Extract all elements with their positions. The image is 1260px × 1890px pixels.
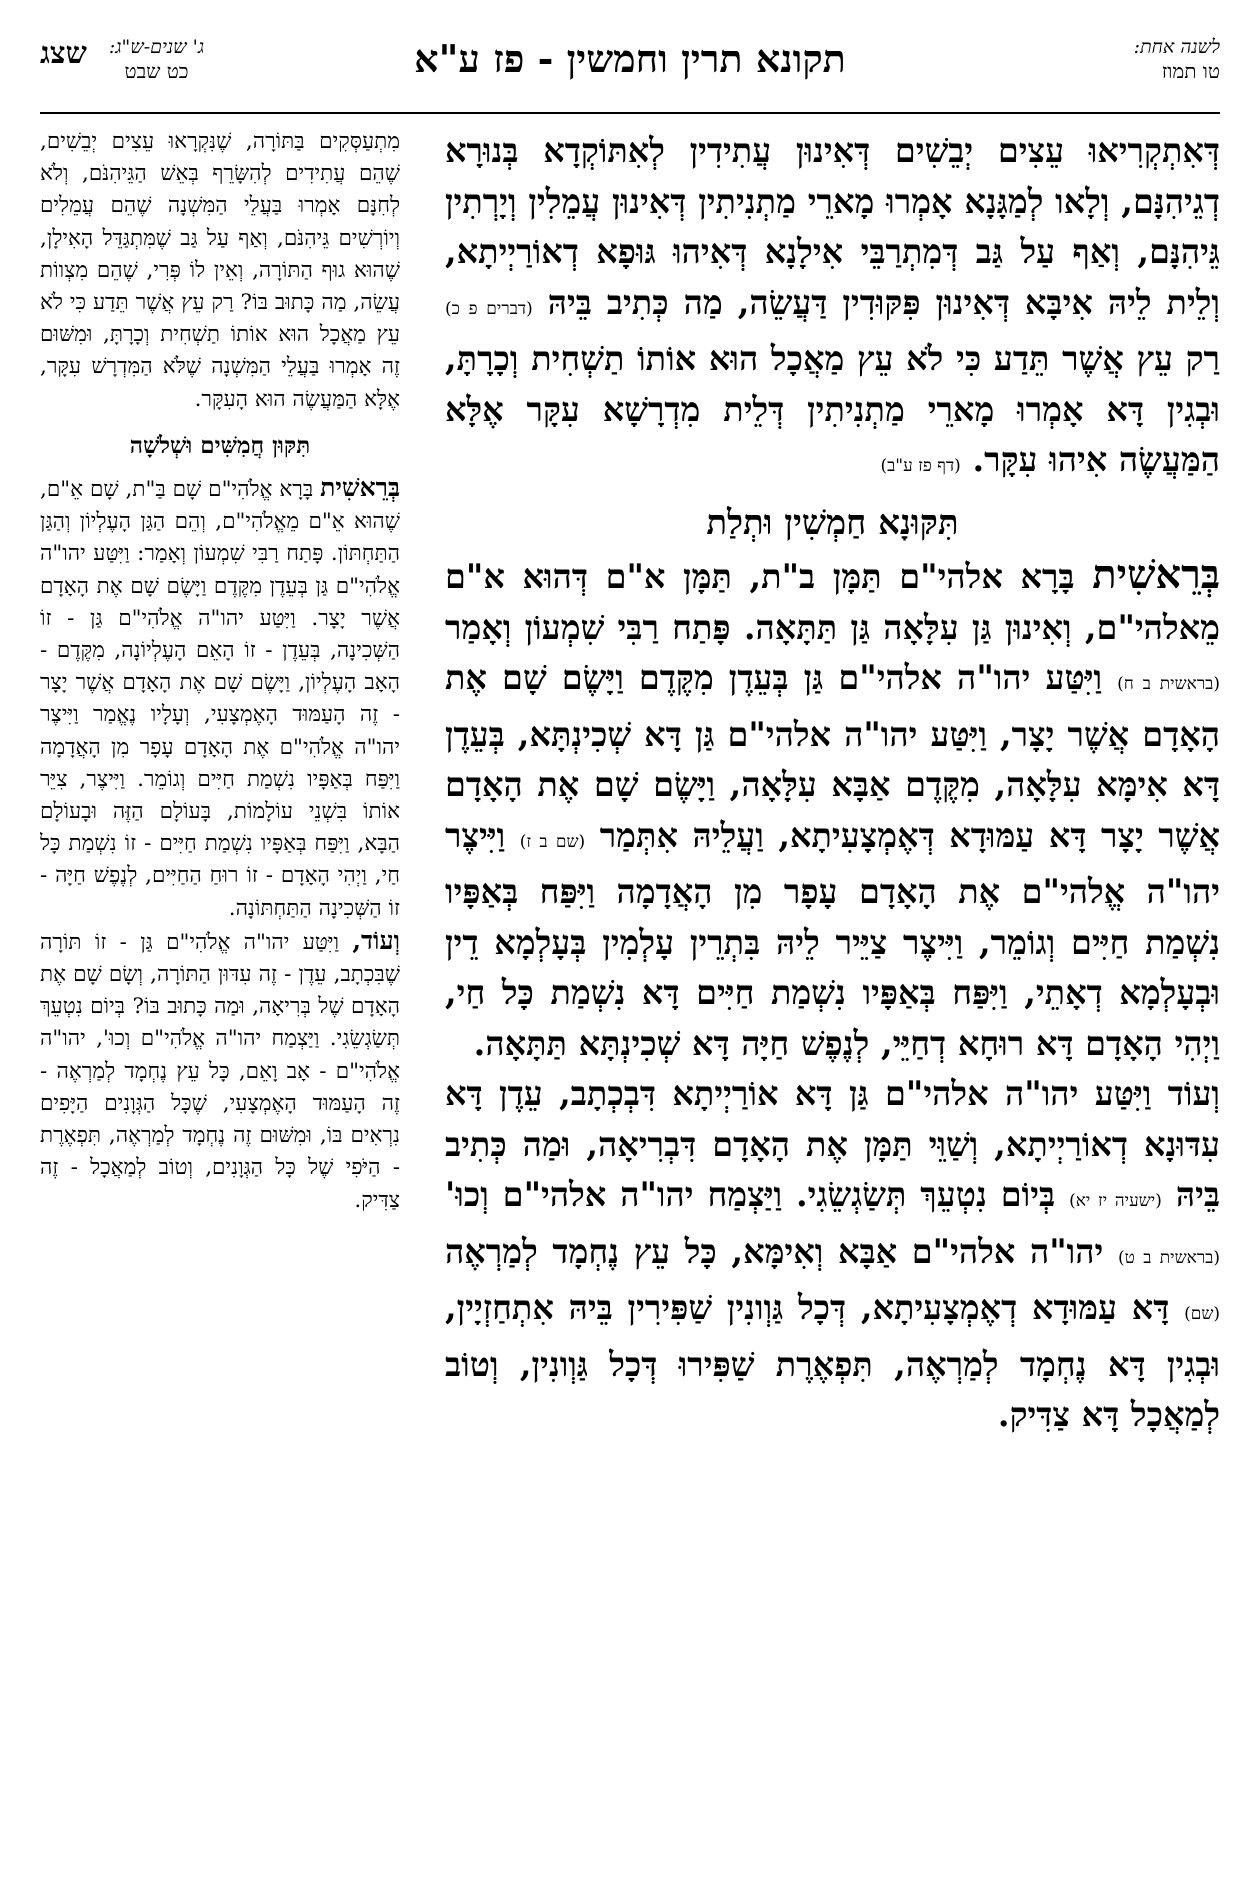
verse-reference: (דברים פ כ) [445,298,533,319]
main-paragraph-3 [445,1069,1220,1441]
main-text: דְּאִתְקְרִיאוּ עֵצִים יְבֵשִׁים דְּאִינוּן עֲתִידִין לְאִתּוֹקְדָא בְּנוּרָא דְגֵיהִנָּם, וְלָאו לְמַגָּנָא אָמְרוּ מָארֵי מַתְנִיתִין דְּאִינוּן עֲמֵלִין וְיָרְתִין גֵּיהִנָּם, וְאַף עַל גַּב דְּמִתְרַבֵּי אִילָנָא דְּאִיהוּ גּוּפָא דְאוֹרַיְיתָא, וְלֵית לֵיהּ אִיבָּא דְּאִינוּן פִּקּוּדִין דַּעֲשֵׂה, מַה כְּתִיב בֵּיהּ [445,131,1220,322]
main-text: יהו"ה אלהי"ם אַבָּא וְאִימָּא, כָּל עֵץ נֶחְמָד לְמַרְאֶה [445,1231,1104,1271]
opening-word: בְּרֵאשִׁית [320,473,400,503]
verse-reference: (שם) [1184,1304,1220,1324]
main-text: וְעוֹד וַיִּטַּע יהו"ה אלהי"ם גַּן דָּא אוֹרַיְיתָא דִּבְכְתָב, עֵדֶן דָּא עִדּוּנָא דְאוֹרַיְיתָא, וְשַׁוֵּי תַּמָּן אֶת הָאָדָם דִּבְרִיאָה, וּמַה כְּתִיב בֵּיהּ [445,1074,1220,1214]
commentary-paragraph-2 [40,472,400,925]
verse-reference: (בראשית ב ח) [1117,674,1220,694]
main-text: בְּיוֹם נִטְעֵךְ תְּשַׂגְשֵׂגִי. וַיַּצְמַח יהו"ה אלהי"ם וְכוּ' [445,1175,1056,1214]
page-header [40,36,1220,116]
commentary-heading: תִּקּוּן חֲמִשִּׁים וּשְׁלֹשָׁה [129,431,311,459]
commentary-column [40,126,400,1856]
verse-reference: (ישעיה יז יא) [1069,1191,1162,1211]
section-heading: תִּקּוּנָא חַמְשִׁין וּתְלַת [706,502,959,543]
schedule-three-years-label: ג' שנים-ש"ג: [108,36,205,58]
schedule-three-years-date: כט שבט [124,59,189,83]
commentary-paragraph-1: מִתְעַסְּקִים בַּתּוֹרָה, שֶׁנִּקְרָאוּ עֵצִים יְבֵשִׁים, שֶׁהֵם עֲתִידִים לְהִשָּׂרֵף בְּאֵשׁ הַגֵּיהִנֹּם, וְלֹא לְחִנָּם אָמְרוּ בַּעֲלֵי הַמִּשְׁנָה שֶׁהֵם עֲמֵלִים וְיוֹרְשִׁים גֵּיהִנֹּם, וְאַף עַל גַּב שֶׁמִּתְגַּדֵּל הָאִילָן, שֶׁהוּא גוּף הַתּוֹרָה, וְאֵין לוֹ פְּרִי, שֶׁהֵם מִצְווֹת עֲשֵׂה, מַה כָּתוּב בּוֹ? רַק עֵץ אֲשֶׁר תֵּדַע כִּי לֹא עֵץ מַאֲכָל הוּא אוֹתוֹ תַשְׁחִית וְכָרָתָּ, וּמִשּׁוּם זֶה אָמְרוּ בַּעֲלֵי הַמִּשְׁנָה שֶׁלֹּא הַמִּדְרָשׁ עִקָּר, אֶלָּא הַמַּעֲשֶׂה הוּא הָעִקָּר. [40,129,400,412]
commentary-text: בָּרָא אֱלֹהִי"ם שָׁם בַּ"ת, שָׁם אֵ"ם, שֶׁהוּא אֵ"ם מֵאֱלֹהִי"ם, וְהֵם הַגַּן הָעֶלְיוֹן וְהַגַּן הַתַּחְתּוֹן. פָּתַח רַבִּי שִׁמְעוֹן וְאָמַר: וַיִּטַּע יהו"ה אֱלֹהִי"ם גַּן בְּעֵדֶן מִקֶּדֶם וַיָּשֶׂם שָׁם אֶת הָאָדָם אֲשֶׁר יָצָר. וַיִּטַּע יהו"ה אֱלֹהִי"ם גַּן - זוֹ הַשְּׁכִינָה, בְּעֵדֶן - זוֹ הָאֵם הָעֶלְיוֹנָה, מִקֶּדֶם - הָאָב הָעֶלְיוֹן, וַיָּשֶׂם שָׁם אֶת הָאָדָם אֲשֶׁר יָצָר - זֶה הָעַמּוּד הָאֶמְצָעִי, וְעָלָיו נֶאֱמַר וַיִּיצֶר יהו"ה אֱלֹהִי"ם אֶת הָאָדָם עָפָר מִן הָאֲדָמָה וַיִּפַּח בְּאַפָּיו נִשְׁמַת חַיִּים וְגוֹמֵר. וַיִּיצֶר, צִיֵּר אוֹתוֹ בִּשְׁנֵי עוֹלָמוֹת, בָּעוֹלָם הַזֶּה וּבָעוֹלָם הַבָּא, וַיִּפַּח בְּאַפָּיו נִשְׁמַת חַיִּים - זוֹ נִשְׁמַת כָּל חַי, וַיְהִי הָאָדָם - זוֹ רוּחַ הַחַיִּים, לְנֶפֶשׁ חַיָּה - זוֹ הַשְּׁכִינָה הַתַּחְתּוֹנָה. [40,477,400,921]
main-text: דָּא עַמּוּדָא דְאֶמְצָעִיתָא, דְּכָל גַּוְונִין שַׁפִּירִין בֵּיהּ אִתְחַזְיָין, וּבְגִין דָּא נֶחְמָד לְמַרְאֶה, תִּפְאֶרֶת שַׁפִּירוּ דְּכָל גַּוְונִין, וְטוֹב לְמַאֲכָל דָּא צַדִּיק. [445,1288,1220,1434]
main-text-column [445,126,1220,1856]
main-paragraph-2 [445,550,1220,1069]
commentary-text: וַיִּטַּע יהו"ה אֱלֹהִי"ם גַּן - זוֹ תּוֹרָה שֶׁבִּכְתָב, עֵדֶן - זֶה עִדּוּן הַתּוֹרָה, וְשָׂם שָׁם אֶת הָאָדָם שֶׁל בְּרִיאָה, וּמַה כָּתוּב בּוֹ? בְּיוֹם נִטְעֵךְ תְּשַׂגְשֵׂגִי. וַיַּצְמַח יהו"ה אֱלֹהִי"ם וְכוּ', יהו"ה אֱלֹהִי"ם - אָב וָאֵם, כָּל עֵץ נֶחְמָד לְמַרְאֶה - זֶה הָעַמּוּד הָאֶמְצָעִי, שֶׁכָּל הַגְּוָנִים הַיָּפִים נִרְאִים בּוֹ, וּמִשּׁוּם זֶה נֶחְמָד לְמַרְאֶה, תִּפְאֶרֶת - הַיֹּפִי שֶׁל כָּל הַגְּוָנִים, וְטוֹב לְמַאֲכָל - זֶה צַדִּיק. [40,929,400,1213]
opening-word: בְּרֵאשִׁית [1092,551,1220,598]
main-text: רַק עֵץ אֲשֶׁר תֵּדַע כִּי לֹא עֵץ מַאֲכָל הוּא אוֹתוֹ תַשְׁחִית וְכָרָתָּ, וּבְגִין דָּא אָמְרוּ מָארֵי מַתְנִיתִין דְּלֵית מִדְרָשָׁא עִקָּר אֶלָּא הַמַּעֲשֶׂה אִיהוּ עִקָּר. [445,339,1220,479]
main-text: וַיִּיצֶר יהו"ה אֱלהי"ם אֶת הָאָדָם עָפָר מִן הָאֲדָמָה וַיִּפַּח בְּאַפָּיו נִשְׁמַת חַיִּים וְגוֹמֵר, וַיִּיצֶר צַיֵּיר לֵיהּ בִּתְרֵין עָלְמִין בְּעָלְמָא דֵין וּבְעָלְמָא דְאָתֵי, וַיִּפַּח בְּאַפָּיו נִשְׁמַת חַיִּים דָּא נִשְׁמַת כָּל חַי, וַיְהִי הָאָדָם דָּא רוּחָא דְחַיֵּי, לְנֶפֶשׁ חַיָּה דָּא שְׁכִינְתָּא תַּתָּאָה. [445,815,1220,1063]
verse-reference: (בראשית ב ט) [1117,1247,1220,1268]
main-text: בָּרָא אלהי"ם תַּמָּן ב"ת, תַּמָּן א"ם דְּהוּא א"ם מֵאלהי"ם, וְאִינוּן גַּן עִלָּאָה גַּן תַּתָּאָה. פָּתַח רַבִּי שִׁמְעוֹן וְאָמַר [445,557,1220,647]
verse-reference: (שם ב ז) [519,831,586,852]
schedule-one-year [1134,36,1220,84]
page-title: תקונא תרין וחמשין - פז ע"א [414,36,846,81]
opening-word: וְעוֹד, [352,925,400,955]
folio-reference: (דף פז ע"ב) [880,456,961,476]
schedule-one-year-label: לשנה אחת: [1133,36,1220,58]
schedule-one-year-date: טו תמוז [1161,59,1220,83]
main-text: וַיִּטַּע יהו"ה אלהי"ם גַּן בְּעֵדֶן מִקֶּדֶם וַיָּשֶׂם שָׁם אֶת הָאָדָם אֲשֶׁר יָצָר, וַיִּטַּע יהו"ה אלהי"ם גַּן דָּא שְׁכִינְתָּא, בְּעֵדֶן דָּא אִימָּא עִלָּאָה, מִקֶּדֶם אַבָּא עִלָּאָה, וַיָּשֶׂם שָׁם אֶת הָאָדָם אֲשֶׁר יָצָר דָּא עַמּוּדָא דְּאֶמְצָעִיתָא, וַעֲלֵיהּ אִתְּמַר [445,658,1220,855]
header-rule [40,112,1220,114]
page-number: שצג [40,36,87,71]
main-paragraph-1 [445,126,1220,492]
commentary-paragraph-3 [40,925,400,1217]
